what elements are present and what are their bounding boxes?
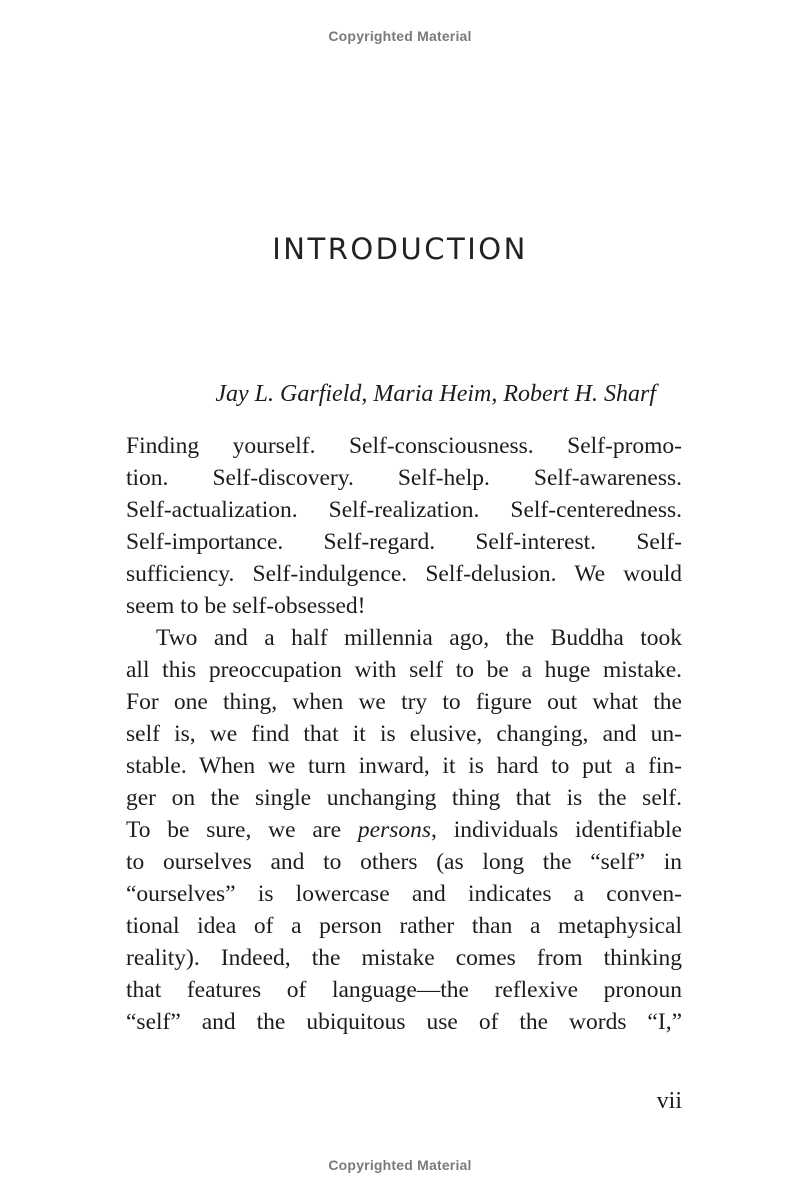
chapter-title: INTRODUCTION (272, 232, 528, 266)
text-line: Self-actualization. Self-realization. Self-centeredness. (126, 497, 682, 523)
copyright-watermark-bottom: Copyrighted Material (328, 1157, 472, 1173)
body-text (126, 430, 682, 1038)
text-line: to ourselves and to others (as long the “self” in (126, 849, 682, 875)
text-line: all this preoccupation with self to be a huge mistake. (126, 657, 682, 683)
text-line: sufficiency. Self-indulgence. Self-delusion. We would (126, 561, 682, 587)
text-line: tional idea of a person rather than a metaphysical (126, 913, 682, 939)
emphasis-persons: persons (357, 817, 432, 843)
text-line: “ourselves” is lowercase and indicates a conven- (126, 881, 682, 907)
text-line: Two and a half millennia ago, the Buddha took (156, 625, 682, 651)
text-line: Finding yourself. Self-consciousness. Self-promo- (126, 433, 682, 459)
text-line: seem to be self-obsessed! (126, 593, 366, 619)
text-line-with-emphasis (126, 814, 682, 846)
text-line: “self” and the ubiquitous use of the words “I,” (126, 1009, 682, 1035)
paragraph-2 (126, 622, 682, 1038)
copyright-watermark-top: Copyrighted Material (328, 28, 472, 44)
text-line: reality). Indeed, the mistake comes from thinking (126, 945, 682, 971)
text-line: stable. When we turn inward, it is hard to put a fin- (126, 753, 682, 779)
chapter-authors: Jay L. Garfield, Maria Heim, Robert H. Sharf (215, 381, 656, 407)
page-number: vii (656, 1088, 682, 1114)
text-line: tion. Self-discovery. Self-help. Self-awareness. (126, 465, 682, 491)
text-line: For one thing, when we try to figure out what the (126, 689, 682, 715)
text-line: Self-importance. Self-regard. Self-interest. Self- (126, 529, 682, 555)
text-line: ger on the single unchanging thing that is the self. (126, 785, 682, 811)
text-line: that features of language—the reflexive pronoun (126, 977, 682, 1003)
paragraph-1 (126, 430, 682, 622)
text-segment: , individuals identifiable (431, 817, 682, 843)
text-line: self is, we find that it is elusive, changing, and un- (126, 721, 682, 747)
text-segment: To be sure, we are (126, 817, 358, 843)
